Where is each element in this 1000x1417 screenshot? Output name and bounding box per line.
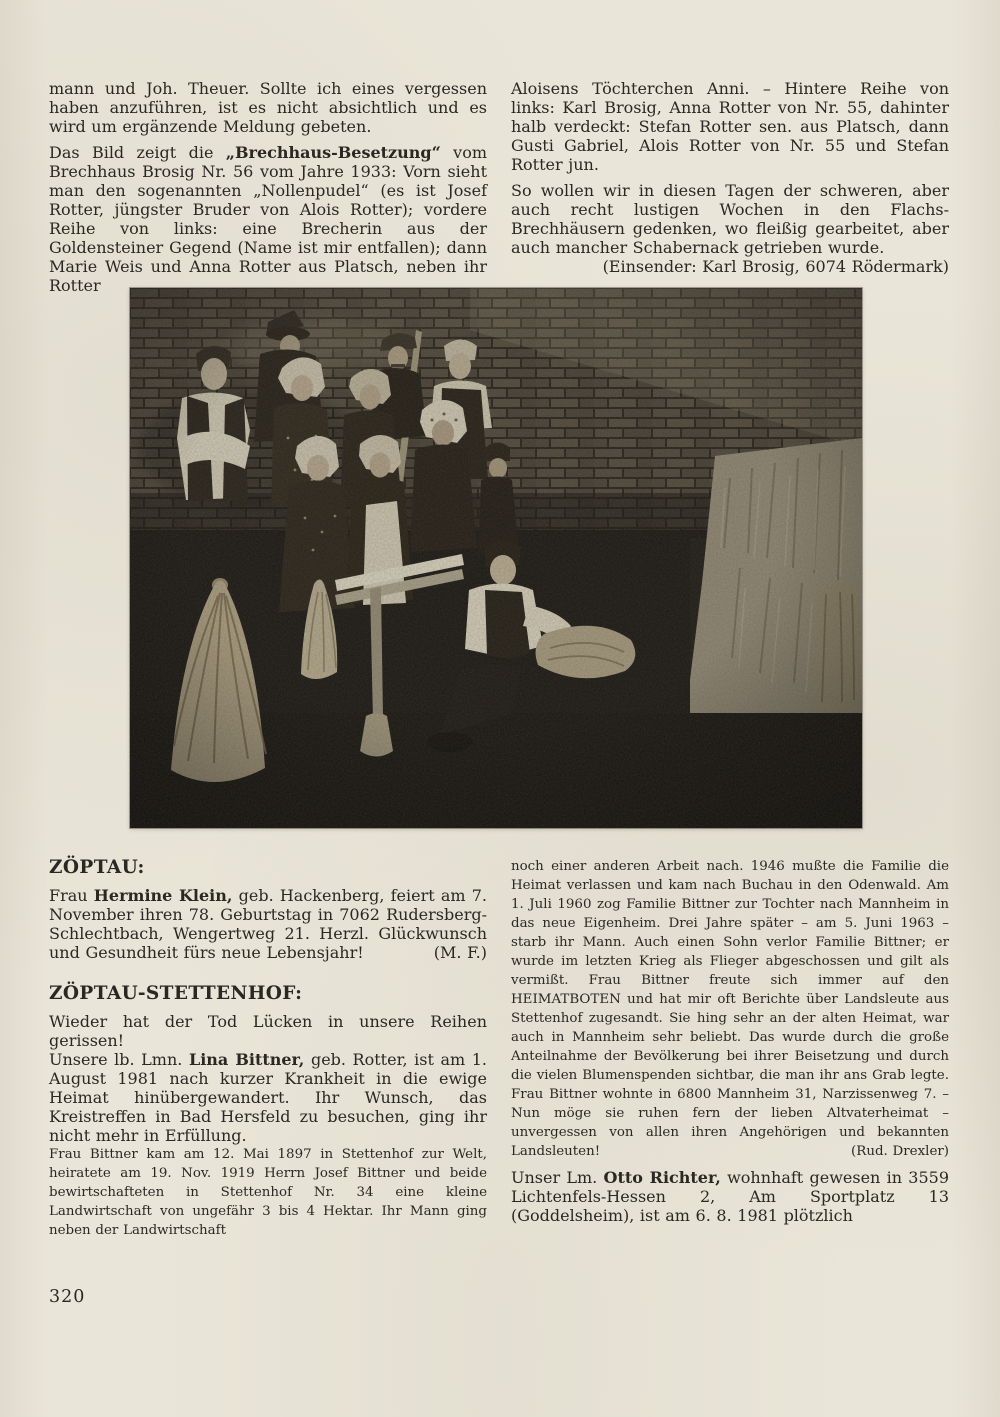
continuation-paragraph [49,79,487,136]
text-run: Unsere lb. Lmn. [49,1050,189,1069]
bottom-right-column [511,857,949,1225]
text-run: Frau [49,886,94,905]
bold-name: Lina Bittner, [188,1050,305,1069]
text-run: Aloisens Töchterchen Anni. – Hintere Reihe von links: Karl Brosig, Anna Rotter von Nr. 55, dahinter halb verdeckt: Stefan Rotter sen. aus Platsch, dann Gusti Gabriel, Alois Rotter von Nr. 55 und Stefan Rotter jun. [511,79,949,174]
initials-signature: (M. F.) [433,943,487,962]
obituary-paragraph-richter [511,1168,949,1225]
text-run: geb. Hackenberg, feiert am 7. November ihren 78. Geburtstag in 7062 Rudersberg-Schlechtbach, Wengertweg 21. Herzl. Glückwunsch und Gesundheit fürs neue Lebensjahr! [49,886,488,962]
text-run: noch einer anderen Arbeit nach. 1946 mußte die Familie die Heimat verlassen und kam nach Buchau in den Odenwald. Am 1. Juli 1960 zog Familie Bittner zur Tochter nach Mannheim in das neue Eigenheim. Drei Jahre später – am 5. Juni 1963 – starb ihr Mann. Auch einen Sohn verlor Familie Bittner; er wurde im letzten Krieg als Flieger abgeschossen und gilt als vermißt. Frau Bittner freute sich immer auf den HEIMATBOTEN und hat mir oft Berichte über Landsleute aus Stettenhof zugesandt. Sie hing sehr an der alten Heimat, war auch in Mannheim sehr beliebt. Das wurde durch die große Anteilnahme der Bevölkerung bei ihrer Beisetzung und durch die vielen Blumenspenden sichtbar, die man ihr ans Grab legte. Frau Bittner wohnte in 6800 Mannheim 31, Narzissenweg 7. – Nun möge sie ruhen fern der lieben Altvaterheimat – unvergessen von allen ihren Angehörigen und bekannten Landsleuten! [511,859,949,1159]
biography-fine-print [49,1145,487,1240]
text-run: Unser Lm. [511,1168,604,1187]
bold-name: Otto Richter, [603,1168,721,1187]
top-left-column [49,79,487,295]
text-run: Das Bild zeigt die [49,143,226,162]
biography-fine-print-continued [511,857,949,1161]
text-run: vom Brechhaus Brosig Nr. 56 vom Jahre 1933: Vorn sieht man den sogenannten „Nollenpudel“ (es ist Josef Rotter, jüngster Bruder von Alois Rotter); vordere Reihe von links: eine Brecherin aus der Goldensteiner Gegend (Name ist mir entfallen); dann Marie Weis und Anna Rotter aus Platsch, neben ihr Rotter [49,143,488,295]
flax-brechhaus-group-photo [130,288,862,828]
photo-illustration [130,288,862,828]
text-run: geb. Rotter, ist am 1. August 1981 nach kurzer Krankheit in die ewige Heimat hinübergewandert. Ihr Wunsch, das Kreistreffen in Bad Hersfeld zu besuchen, ging ihr nicht mehr in Erfüllung. [49,1050,488,1145]
obituary-paragraph [49,1050,487,1145]
text-run: (Einsender: Karl Brosig, 6074 Rödermark) [602,257,949,276]
sender-credit [511,257,949,276]
page-number: 320 [49,1287,86,1307]
text-run: Wieder hat der Tod Lücken in unsere Reihen gerissen! [49,1012,487,1050]
birthday-paragraph [49,886,487,962]
text-run: Frau Bittner kam am 12. Mai 1897 in Stettenhof zur Welt, heiratete am 19. Nov. 1919 Herrn Josef Bittner und beide bewirtschafteten in Stettenhof Nr. 34 eine kleine Landwirtschaft von ungefähr 3 bis 4 Hektar. Ihr Mann ging neben der Landwirtschaft [49,1147,487,1238]
photo-caption-continued [511,79,949,174]
text-run: mann und Joh. Theuer. Sollte ich eines vergessen haben anzuführen, ist es nicht absichtlich und es wird um ergänzende Meldung gebeten. [49,79,487,136]
bold-name: Hermine Klein, [93,886,233,905]
photo-caption-paragraph [49,143,487,295]
bold-run: „Brechhaus-Besetzung“ [225,143,441,162]
bottom-left-column [49,857,487,1240]
closing-paragraph [511,181,949,257]
section-heading-zoeptau-stettenhof: ZÖPTAU-STETTENHOF: [49,983,303,1004]
obituary-intro [49,1012,487,1050]
text-run: wohnhaft gewesen in 3559 Lichtenfels-Hessen 2, Am Sportplatz 13 (Goddelsheim), ist am 6. 8. 1981 plötzlich [511,1168,950,1225]
top-right-column [511,79,949,276]
author-signature: (Rud. Drexler) [851,1144,949,1159]
text-run: So wollen wir in diesen Tagen der schweren, aber auch recht lustigen Wochen in den Flachs-Brechhäusern gedenken, wo fleißig gearbeitet, aber auch mancher Schabernack getrieben wurde. [511,181,949,257]
section-heading-zoeptau: ZÖPTAU: [49,857,145,878]
